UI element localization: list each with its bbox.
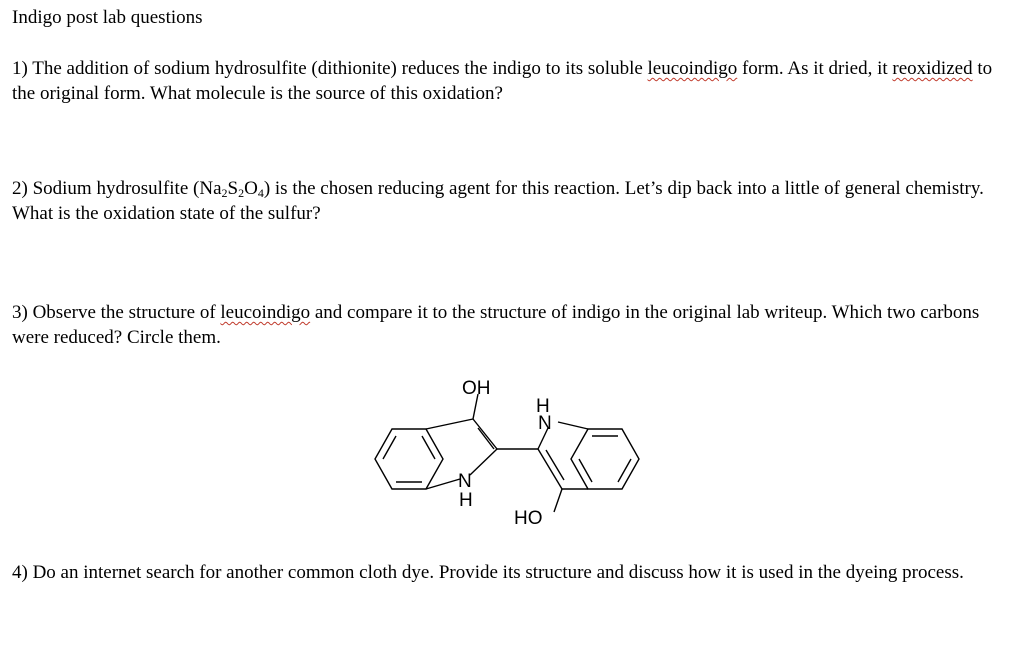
q2-sub-1: 2	[221, 186, 228, 200]
q2-text-a: 2) Sodium hydrosulfite (Na	[12, 178, 222, 199]
label-h-bottom: H	[459, 490, 473, 511]
q1-text-c: to the original form. What molecule is the source of this oxidation?	[12, 58, 993, 104]
q2-text-o: O	[244, 178, 258, 199]
structure-bonds	[375, 394, 639, 512]
q3-text-b: and compare it to the structure of indigo in the original lab writeup. Which two carbons were reduced? Circle them.	[12, 302, 980, 348]
label-n-bottom: N	[458, 471, 472, 492]
q1-word-leucoindigo: leucoindigo	[647, 58, 738, 79]
q3-text-a: 3) Observe the structure of	[12, 302, 221, 323]
page-title: Indigo post lab questions	[12, 7, 203, 28]
label-ho-bottom: HO	[514, 508, 543, 529]
label-n-top: N	[538, 413, 552, 434]
q1-word-reoxidized: reoxidized	[892, 58, 973, 79]
label-h-top: H	[536, 396, 550, 417]
question-4: 4) Do an internet search for another common cloth dye. Provide its structure and discuss how it is used in the dyeing process.	[12, 562, 964, 583]
question-3	[12, 300, 1012, 350]
leucoindigo-structure	[360, 372, 660, 532]
q3-word-leucoindigo: leucoindigo	[220, 302, 311, 323]
label-oh-top: OH	[462, 378, 491, 399]
q1-text-b: form. As it dried, it	[737, 58, 893, 79]
q2-text-s: S	[227, 178, 239, 199]
question-2	[12, 176, 1012, 226]
q2-sub-2: 2	[238, 186, 245, 200]
q2-text-b: ) is the chosen reducing agent for this reaction. Let’s dip back into a little of general chemistry. What is the oxidation state of the sulfur?	[12, 178, 984, 224]
question-1	[12, 56, 1012, 106]
q1-text-a: 1) The addition of sodium hydrosulfite (dithionite) reduces the indigo to its soluble	[12, 58, 648, 79]
q2-sub-3: 4	[257, 186, 264, 200]
